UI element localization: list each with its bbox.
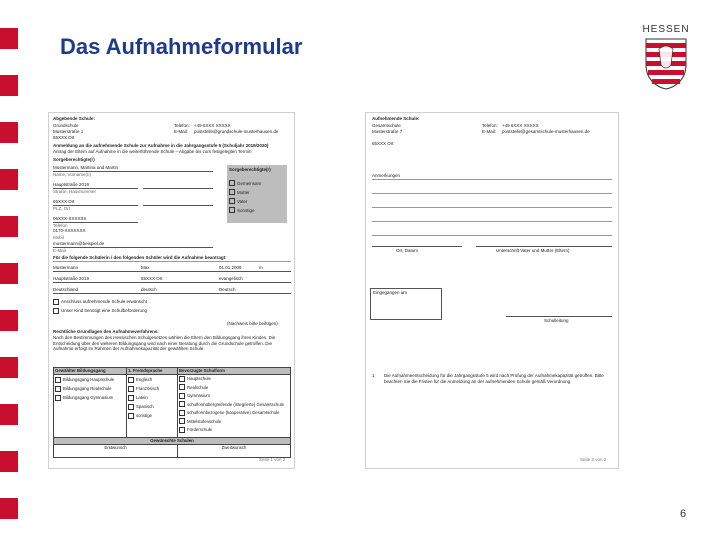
selection-table xyxy=(53,367,291,458)
accent-bar xyxy=(0,28,18,49)
checkbox-icon xyxy=(53,299,59,305)
child-name[interactable]: Mustermann xyxy=(53,265,79,270)
checkbox-icon xyxy=(53,308,59,314)
schoolform-option[interactable]: Gymnasium xyxy=(179,392,289,401)
track-option[interactable]: Bildungsgang Gymnasium xyxy=(55,393,125,402)
logo-text: HESSEN xyxy=(642,24,690,35)
received-label: Eingegangen am xyxy=(373,290,408,295)
accent-bar xyxy=(0,169,18,190)
child-nationality[interactable]: deutsch xyxy=(141,287,157,292)
schoolform-option[interactable]: schulformbezogene (kooperative) Gesamtschule xyxy=(179,409,289,418)
option-1[interactable]: Anschluss aufnehmende Schule erwünscht xyxy=(53,299,147,305)
legal-heading: Rechtliche Grundlagen des Aufnahmeverfahrens: xyxy=(53,329,159,334)
parent-name[interactable]: Mustermann, Martina und Martin xyxy=(53,165,119,170)
first-choice[interactable]: Erstwunsch xyxy=(54,445,178,458)
parents-section-title: Sorgeberechtigte(r) xyxy=(53,157,95,162)
school-header: Abgebende Schule: xyxy=(53,116,96,121)
table-header: 1. Fremdsprache xyxy=(127,368,178,375)
receiving-school-city: 65XXX Ort xyxy=(372,141,394,146)
option-footer: (Nachweis bitte beifügen) xyxy=(227,321,278,326)
slide-title: Das Aufnahmeformular xyxy=(60,34,303,59)
checkbox-icon xyxy=(229,189,235,195)
label-email: E-Mail xyxy=(53,248,66,253)
page-ref-1: Seite 1 von 2 xyxy=(259,457,286,462)
signature-label: Unterschrift Vater und Mutter (Eltern) xyxy=(496,248,570,253)
child-birth[interactable]: 01.01.2009 xyxy=(219,265,242,270)
accent-bar xyxy=(0,451,18,472)
custody-option[interactable]: Vater xyxy=(229,197,285,206)
schoolform-option[interactable]: schulformübergreifende (integrierte) Gesamtschule xyxy=(179,401,289,410)
checkbox-icon xyxy=(128,377,134,383)
checkbox-icon xyxy=(179,401,185,407)
school-name: Grundschule xyxy=(53,123,79,128)
checkbox-icon xyxy=(179,393,185,399)
accent-bar xyxy=(0,357,18,378)
child-gender[interactable]: m xyxy=(259,265,263,270)
checkbox-icon xyxy=(55,395,61,401)
phone-value: +49 6XXX XXXXX xyxy=(502,123,539,128)
parent-street[interactable]: Hauptstraße 2019 xyxy=(53,182,90,187)
coat-of-arms-icon xyxy=(640,35,692,91)
school-city: 65XXX Ort xyxy=(53,135,75,140)
checkbox-icon xyxy=(128,386,134,392)
schoolform-option[interactable]: Hauptschule xyxy=(179,375,289,384)
accent-bar xyxy=(0,404,18,425)
checkbox-icon xyxy=(179,418,185,424)
receiving-school-header: Aufnehmende Schule: xyxy=(372,116,420,121)
child-first[interactable]: Max xyxy=(141,265,150,270)
child-street[interactable]: Hauptstraße 2019 xyxy=(53,276,90,281)
child-country[interactable]: Deutschland xyxy=(53,287,79,292)
accent-bar xyxy=(0,263,18,284)
notes-label: Anmerkungen xyxy=(372,173,401,178)
second-choice[interactable]: Zweitwunsch xyxy=(178,445,291,458)
schoolform-option[interactable]: Förderschule xyxy=(179,426,289,435)
accent-bar xyxy=(0,498,18,519)
language-option[interactable]: Französisch xyxy=(128,384,176,393)
request-line-1: Anmeldung an die aufnehmende Schule zur Aufnahme in die Jahrgangsstufe 5 (Schuljahr 2019/2020) xyxy=(53,143,269,148)
custody-box-title: Sorgeberechtigte(r) xyxy=(229,167,271,172)
school-section: Gewünschte Schulen xyxy=(54,438,291,445)
schoolform-option[interactable]: Realschule xyxy=(179,384,289,393)
receiving-school-street: Musterstraße 7 xyxy=(372,129,403,134)
language-option[interactable]: Spanisch xyxy=(128,402,176,411)
receiving-school-name: Gesamtschule xyxy=(372,123,401,128)
email-value: poststelle@grundschule-musterhausen.de xyxy=(194,129,279,134)
checkbox-icon xyxy=(229,207,235,213)
principal-label: Schulleitung xyxy=(544,318,569,323)
label-city: PLZ, Ort xyxy=(53,206,71,211)
custody-option[interactable]: Gemeinsam xyxy=(229,179,285,188)
parent-phone[interactable]: 06XXX-XXXXXX xyxy=(53,216,87,221)
child-city[interactable]: 65XXX Ort xyxy=(141,276,163,281)
parent-city[interactable]: 65XXX Ort xyxy=(53,199,75,204)
page-ref-2: Seite 2 von 2 xyxy=(580,457,607,462)
child-language[interactable]: Deutsch xyxy=(219,287,236,292)
phone-label: Telefon: xyxy=(174,123,190,128)
place-date-label: Ort, Datum xyxy=(396,248,419,253)
table-header: Bevorzugte Schulform xyxy=(178,368,291,375)
page-number: 6 xyxy=(680,508,687,520)
email-label: E-Mail: xyxy=(482,129,497,134)
checkbox-icon xyxy=(179,410,185,416)
label-phone: Telefon xyxy=(53,223,68,228)
phone-label: Telefon: xyxy=(482,123,498,128)
label-mobile: Mobil xyxy=(53,235,64,240)
checkbox-icon xyxy=(128,404,134,410)
parent-mobile[interactable]: 0170-XXXXXXX xyxy=(53,228,86,233)
custody-option[interactable]: Sonstige xyxy=(229,206,285,215)
hessen-logo xyxy=(640,24,692,94)
checkbox-icon xyxy=(55,377,61,383)
legal-text: Nach den Bestimmungen des Hessischen Schulgesetzes wählen die Eltern den Bildungsgang ihres Kindes. Die Entscheidung über den weiteren Bildungsgang wird nach einer Beratung durch die Grundschule getroffen. Die Aufnahme erfolgt im Rahmen der Aufnahmekapazität der gewählten Schule. xyxy=(53,335,276,351)
phone-value: +49 6XXX XXXXX xyxy=(194,123,231,128)
checkbox-icon xyxy=(179,384,185,390)
footnote-marker: 1 xyxy=(372,373,375,378)
track-option[interactable]: Bildungsgang Hauptschule xyxy=(55,375,125,384)
checkbox-icon xyxy=(229,180,235,186)
language-option[interactable]: sonstige xyxy=(128,411,176,420)
language-option[interactable]: Englisch xyxy=(128,375,176,384)
checkbox-icon xyxy=(179,427,185,433)
form-page-1 xyxy=(48,112,295,469)
checkbox-icon xyxy=(128,395,134,401)
label-name: Name, Vorname(n) xyxy=(53,172,92,177)
custody-option[interactable]: Mutter xyxy=(229,188,285,197)
checkbox-icon xyxy=(128,413,134,419)
accent-bar xyxy=(0,310,18,331)
form-page-2 xyxy=(365,112,619,469)
request-line-2: Antrag der Eltern auf Aufnahme in die weiterführende Schule – Abgabe bis zum festgelegten Termin xyxy=(53,149,252,154)
accent-bar xyxy=(0,216,18,237)
checkbox-icon xyxy=(55,386,61,392)
school-street: Musterstraße 1 xyxy=(53,129,84,134)
accent-bar xyxy=(0,122,18,143)
table-header: Gewählter Bildungsgang xyxy=(54,368,127,375)
child-section-title: Für die folgende Schülerin / den folgenden Schüler wird die Aufnahme beantragt: xyxy=(53,255,227,260)
footnote-text: Die Aufnahmeentscheidung für die Jahrgangsstufe 5 wird nach Prüfung der Aufnahmekapazität getroffen. Bitte beachten Sie die Fristen für die Anmeldung an der aufnehmenden Schule gemäß Verordnung. xyxy=(384,373,604,384)
schoolform-option[interactable]: Mittelstufenschule xyxy=(179,418,289,427)
track-option[interactable]: Bildungsgang Realschule xyxy=(55,384,125,393)
checkbox-icon xyxy=(179,376,185,382)
accent-bar xyxy=(0,75,18,96)
parent-email[interactable]: mustermann@beispiel.de xyxy=(53,241,105,246)
custody-box xyxy=(227,165,287,223)
language-option[interactable]: Latein xyxy=(128,393,176,402)
checkbox-icon xyxy=(229,198,235,204)
received-box xyxy=(370,288,442,320)
email-label: E-Mail: xyxy=(174,129,189,134)
child-religion[interactable]: evangelisch xyxy=(219,276,243,281)
option-2[interactable]: Unser Kind benötigt eine Schulbeförderung xyxy=(53,308,147,314)
email-value: poststelle@gesamtschule-musterhausen.de xyxy=(502,129,590,134)
label-street: Straße, Hausnummer xyxy=(53,189,97,194)
